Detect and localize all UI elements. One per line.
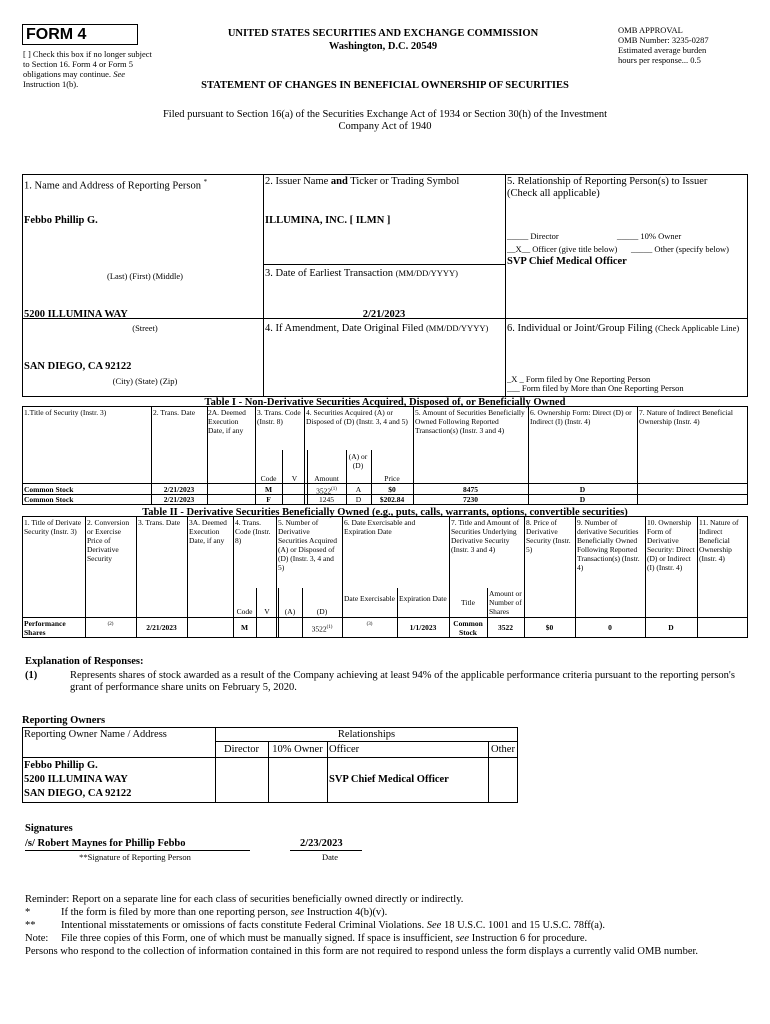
t2-sub-d: (D) (316, 607, 328, 616)
t1-header-deemed: 2A. Deemed Execution Date, if any (208, 408, 246, 435)
t1-header-owned: 5. Amount of Securities Beneficially Owned Following Reported Transaction(s) (Instr. 3 and 4) (415, 408, 525, 435)
t1-row1-title: Common Stock (24, 485, 74, 494)
t2-row-date: 2/21/2023 (146, 623, 177, 632)
t1-row2-form: D (579, 495, 586, 504)
t1-sub-amount: Amount (314, 474, 339, 483)
owners-col-officer: Officer (329, 744, 360, 755)
t1-sub-v: V (291, 474, 298, 483)
street-hint: (Street) (132, 323, 158, 333)
owner-officer-title: SVP Chief Medical Officer (329, 774, 449, 785)
omb-approval (618, 25, 758, 65)
date-label: Date (321, 852, 339, 862)
footer-line3-see: see (455, 933, 470, 944)
t1-row1-date: 2/21/2023 (163, 485, 195, 494)
footer-line2-pre: Intentional misstatements or omissions of facts constitute Federal Criminal Violations. (61, 920, 425, 931)
filed-by-one-option: _X _ Form filed by One Reporting Person (507, 374, 651, 384)
omb-number: OMB Number: 3235-0287 (618, 35, 709, 45)
t2-header-exercisable: 6. Date Exercisable and Expiration Date (344, 518, 416, 536)
t2-sub-v: V (264, 607, 270, 616)
name-hint: (Last) (First) (Middle) (106, 271, 183, 281)
reminder: Reminder: Report on a separate line for each class of securities beneficially owned directly or indirectly. (25, 894, 464, 905)
box5-label-text: 5. Relationship of Reporting Person(s) to Issuer (507, 176, 708, 187)
t1-sub-price: Price (384, 474, 400, 483)
box6-label (507, 323, 747, 335)
t2-row-expiration: 1/1/2023 (409, 623, 437, 632)
reporting-person-city: SAN DIEGO, CA 92122 (24, 361, 132, 372)
box2-label (265, 176, 459, 188)
filed-pursuant: Filed pursuant to Section 16(a) of the Securities Exchange Act of 1934 or Section 30(h) of the Investment Company Act of 1940 (162, 109, 608, 132)
t2-header-title: 1. Title of Derivate Security (Instr. 3) (24, 518, 82, 536)
t1-row1-code: M (264, 485, 273, 494)
agency-name: UNITED STATES SECURITIES AND EXCHANGE COMMISSION (227, 28, 539, 39)
box4-label-text: 4. If Amendment, Date Original Filed (265, 323, 424, 334)
t1-row2-amount: 1245 (319, 495, 334, 504)
t1-row2-code: F (266, 495, 271, 504)
t1-row1-owned: 8475 (463, 485, 478, 494)
box2-label-and: and (330, 176, 348, 187)
ten-percent-owner-checkbox: _____ 10% Owner (617, 231, 682, 241)
signatures-heading: Signatures (25, 823, 73, 834)
t2-row-date-exercisable-note: (3) (366, 622, 373, 627)
no-longer-subject-note (23, 49, 153, 89)
t1-header-title: 1.Title of Security (Instr. 3) (24, 408, 107, 417)
t1-row1-form: D (579, 485, 586, 494)
footer-line1-pre: If the form is filed by more than one reporting person, (61, 907, 289, 918)
filed-by-more-option: ___ Form filed by More than One Reporting Person (507, 383, 684, 393)
t2-row-disposed-value: 3522 (311, 624, 327, 634)
officer-checkbox: __X__ Officer (give title below) (507, 244, 618, 254)
statement-title: STATEMENT OF CHANGES IN BENEFICIAL OWNERSHIP OF SECURITIES (201, 80, 569, 91)
t1-row1-amount-note: (1) (331, 487, 337, 492)
box3-label (265, 268, 458, 280)
footer-line1 (61, 907, 387, 919)
t2-header-owned: 9. Number of derivative Securities Beneficially Owned Following Reported Transaction(s) (Instr. 4) (577, 518, 640, 572)
box2-label-post: Ticker or Trading Symbol (350, 176, 460, 187)
omb-approval-label: OMB APPROVAL (618, 25, 683, 35)
t1-header-form: 6. Ownership Form: Direct (D) or Indirect (I) (Instr. 4) (530, 408, 632, 426)
footer-line1-post: Instruction 4(b)(v). (306, 907, 388, 918)
t2-row-form: D (668, 623, 674, 632)
t2-row-date-exercisable (342, 620, 397, 631)
signature-label: **Signature of Reporting Person (79, 852, 191, 862)
t1-header-nature: 7. Nature of Indirect Beneficial Ownership (Instr. 4) (639, 408, 733, 426)
footer-line1-see: see (290, 907, 305, 918)
t2-header-deemed: 3A. Deemed Execution Date, if any (189, 518, 227, 545)
footer-line3 (61, 933, 587, 945)
t2-row-owned: 0 (608, 623, 612, 632)
earliest-transaction-date: 2/21/2023 (362, 309, 406, 320)
t2-header-price: 8. Price of Derivative Security (Instr. 5) (526, 518, 571, 554)
t2-header-number: 5. Number of Derivative Securities Acquired (A) or Disposed of (D) (Instr. 3, 4 and 5) (278, 518, 337, 572)
t1-sub-aord: (A) or (D) (348, 452, 368, 470)
t2-sub-amount: Amount or Number of Shares (489, 589, 522, 616)
t1-header-acquired: 4. Securities Acquired (A) or Disposed of (D) (Instr. 3, 4 and 5) (306, 408, 408, 426)
t1-row1-amount (307, 485, 346, 496)
t2-header-date: 3. Trans. Date (138, 518, 181, 527)
t1-header-date: 2. Trans. Date (153, 408, 196, 417)
footer-star2: ** (25, 920, 36, 931)
t2-sub-a: (A) (284, 607, 296, 616)
form-title: FORM 4 (26, 26, 87, 43)
footer-line3-post: Instruction 6 for procedure. (471, 933, 588, 944)
date-line (290, 850, 362, 851)
check-box-text: [ ] Check this box if no longer subject to Section 16. Form 4 or Form 5 obligations may continue. (23, 49, 152, 79)
owners-col-10pct: 10% Owner (272, 744, 323, 755)
instruction-ref: Instruction 1(b). (23, 79, 79, 89)
footer-star1: * (25, 907, 31, 918)
owners-heading: Reporting Owners (22, 715, 106, 726)
t1-sub-code: Code (260, 474, 277, 483)
box2-label-pre: 2. Issuer Name (265, 176, 329, 187)
t2-row-conversion (85, 620, 136, 631)
footnote-text: Represents shares of stock awarded as a result of the Company achieving at least 94% of the applicable performance criteria pursuant to the reporting person's grant of performance share units on February 5, 2020. (70, 670, 735, 693)
owners-col-relationships: Relationships (337, 729, 396, 740)
see-text: See (113, 69, 125, 79)
t1-row1-amount-value: 3522 (316, 486, 332, 496)
t2-header-conversion: 2. Conversion or Exercise Price of Derivative Security (87, 518, 130, 563)
footnote-number: (1) (25, 670, 38, 681)
t2-row-conversion-note: (2) (107, 622, 114, 627)
agency-city: Washington, D.C. 20549 (328, 41, 438, 52)
omb-hours: hours per response... 0.5 (618, 55, 701, 65)
t2-row-disposed-note: (1) (326, 625, 333, 630)
t1-row2-price: $202.84 (379, 495, 405, 504)
other-checkbox: _____ Other (specify below) (631, 244, 729, 254)
footer-line2 (61, 920, 605, 932)
t1-row2-date: 2/21/2023 (163, 495, 195, 504)
t2-sub-expiration: Expiration Date (399, 594, 447, 603)
owners-col-name: Reporting Owner Name / Address (24, 729, 167, 740)
t2-header-nature: 11. Nature of Indirect Beneficial Ownership (Instr. 4) (699, 518, 739, 563)
t1-row2-aord: D (355, 495, 362, 504)
box1-label (24, 176, 207, 193)
owners-col-director: Director (224, 744, 259, 755)
t2-sub-title: Title (461, 598, 475, 607)
footer-line2-post: 18 U.S.C. 1001 and 15 U.S.C. 78ff(a). (443, 920, 606, 931)
owner-street: 5200 ILLUMINA WAY (24, 774, 128, 785)
box3-label-small: (MM/DD/YYYY) (395, 268, 458, 278)
box5-label (507, 176, 747, 200)
officer-title: SVP Chief Medical Officer (507, 256, 627, 267)
explanation-heading: Explanation of Responses: (25, 656, 144, 667)
box3-label-text: 3. Date of Earliest Transaction (265, 268, 394, 279)
table2-title: Table II - Derivative Securities Beneficially Owned (e.g., puts, calls, warrants, options, convertible securities) (142, 507, 628, 518)
footer-line3-pre: File three copies of this Form, one of which must be manually signed. If space is insufficient, (61, 933, 454, 944)
owner-name: Febbo Phillip G. (24, 760, 98, 771)
t2-row-price: $0 (545, 623, 554, 632)
t2-row-code: M (240, 623, 249, 632)
omb-burden: Estimated average burden (618, 45, 707, 55)
footer-note-label: Note: (25, 933, 49, 944)
t2-header-form: 10. Ownership Form of Derivative Security: Direct (D) or Indirect (I) (Instr. 4) (647, 518, 695, 572)
t2-row-underlying-amount: 3522 (498, 623, 513, 632)
t2-sub-date-exercisable: Date Exercisable (344, 594, 396, 603)
owners-col-other: Other (491, 744, 515, 755)
box1-label-text: 1. Name and Address of Reporting Person (24, 180, 202, 192)
table1-title: Table I - Non-Derivative Securities Acquired, Disposed of, or Beneficially Owned (204, 397, 566, 408)
t1-row1-aord: A (355, 485, 362, 494)
omb-notice: Persons who respond to the collection of information contained in this form are not required to respond unless the form displays a currently valid OMB number. (25, 946, 699, 957)
signer-name: /s/ Robert Maynes for Phillip Febbo (25, 838, 186, 849)
issuer-name: ILLUMINA, INC. [ ILMN ] (265, 215, 391, 226)
t1-row1-price: $0 (388, 485, 396, 494)
signature-date: 2/23/2023 (300, 838, 343, 849)
footer-line2-see: See (426, 920, 442, 931)
t2-row-title: Performance Shares (24, 619, 66, 637)
city-hint: (City) (State) (Zip) (112, 376, 178, 386)
t1-header-code: 3. Trans. Code (Instr. 8) (257, 408, 301, 426)
t2-header-code: 4. Trans. Code (Instr. 8) (235, 518, 271, 545)
t2-row-disposed (302, 623, 342, 634)
box1-asterisk: * (203, 178, 208, 186)
owner-city: SAN DIEGO, CA 92122 (24, 788, 132, 799)
t2-sub-code: Code (236, 607, 253, 616)
t2-header-underlying: 7. Title and Amount of Securities Underlying Derivative Security (Instr. 3 and 4) (451, 518, 520, 554)
t1-row2-owned: 7230 (463, 495, 478, 504)
box4-label (265, 323, 488, 335)
reporting-person-street: 5200 ILLUMINA WAY (24, 309, 128, 320)
signature-line (25, 850, 250, 851)
t1-row2-title: Common Stock (24, 495, 74, 504)
box5-label-text2: (Check all applicable) (507, 188, 600, 199)
box6-label-small: (Check Applicable Line) (655, 323, 740, 333)
box6-label-text: 6. Individual or Joint/Group Filing (507, 323, 653, 334)
t2-row-underlying-title: Common Stock (453, 619, 483, 637)
director-checkbox: _____ Director (507, 231, 559, 241)
reporting-person-name: Febbo Phillip G. (24, 215, 98, 226)
box4-label-small: (MM/DD/YYYY) (425, 323, 489, 333)
